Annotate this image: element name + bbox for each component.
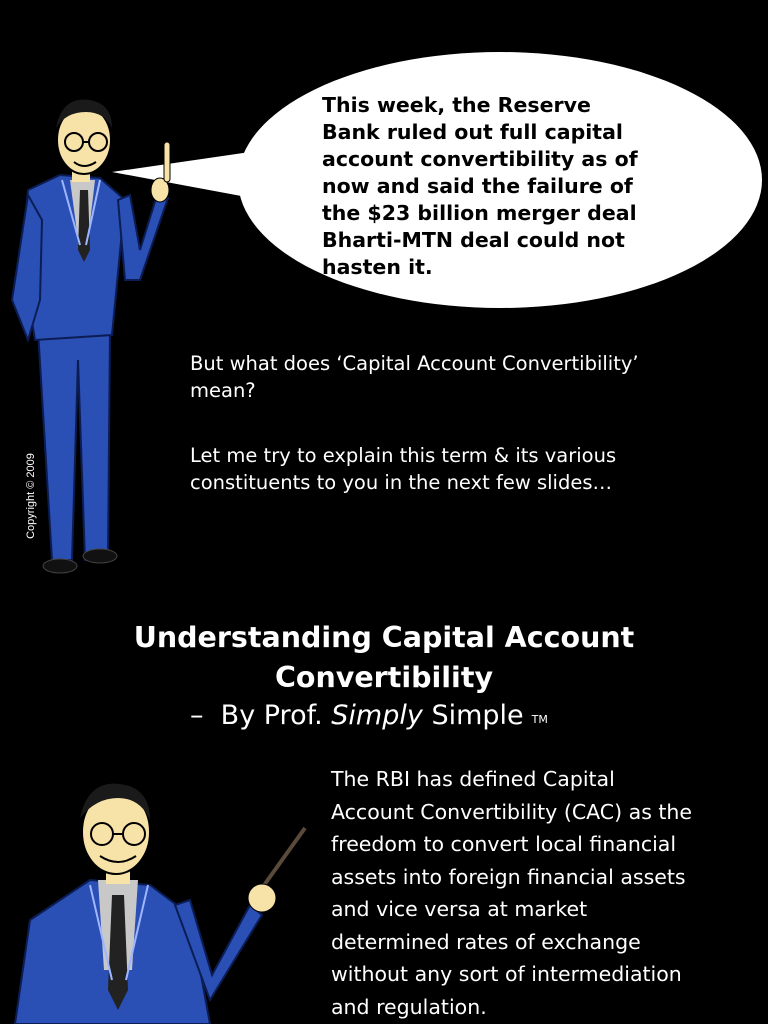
copyright-notice: Copyright © 2009 [24,453,37,539]
byline-prefix: – By Prof. [190,700,332,731]
explanation-text: Let me try to explain this term & its various constituents to you in the next few slides… [190,444,617,494]
byline [190,697,548,735]
slide-title [0,618,768,698]
professor-figure-pointer-stick [15,784,305,1024]
byline-suffix: Simple [422,700,524,731]
question-text: But what does ‘Capital Account Convertibility’ mean? [190,352,639,402]
cac-definition: The RBI has defined Capital Account Convertibility (CAC) as the freedom to convert local financial assets into foreign financial assets and vice versa at market determined rates of exchange without any sort of intermediation and regulation. [331,767,693,1019]
title-text: Understanding Capital Account Convertibility [133,621,635,694]
byline-italic: Simply [331,700,423,731]
speech-bubble-text: This week, the Reserve Bank ruled out full capital account convertibility as of now and said the failure of the $23 billion merger deal Bharti-MTN deal could not hasten it. [322,93,638,279]
trademark-mark: TM [531,713,548,726]
